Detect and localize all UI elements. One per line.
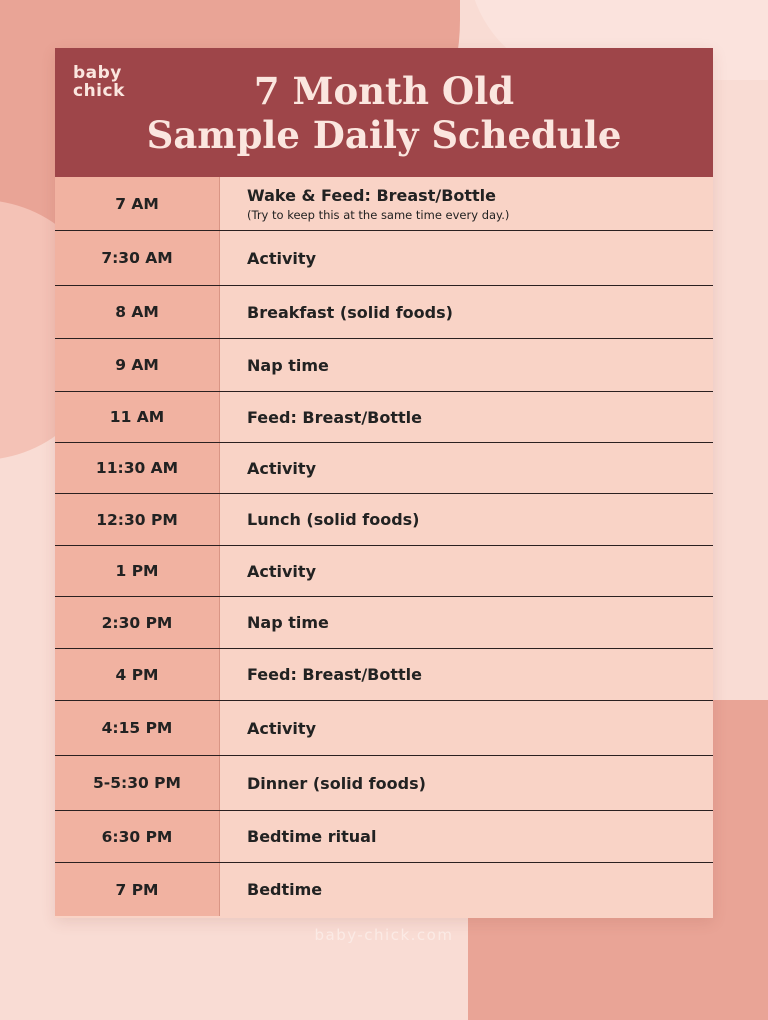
footer-url[interactable]: baby-chick.com bbox=[314, 926, 454, 944]
schedule-activity: Feed: Breast/Bottle bbox=[247, 665, 422, 684]
schedule-activity: Activity bbox=[247, 248, 316, 268]
schedule-note: (Try to keep this at the same time every day.) bbox=[247, 207, 510, 222]
schedule-activity-cell bbox=[220, 649, 713, 700]
schedule-activity: Nap time bbox=[247, 613, 329, 632]
schedule-time: 1 PM bbox=[55, 546, 220, 596]
schedule-time: 6:30 PM bbox=[55, 811, 220, 862]
schedule-card bbox=[55, 48, 713, 918]
schedule-header bbox=[55, 48, 713, 177]
schedule-activity: Wake & Feed: Breast/Bottle bbox=[247, 185, 497, 205]
schedule-row bbox=[55, 649, 713, 701]
schedule-activity-cell bbox=[220, 546, 713, 596]
logo-line-2: chick bbox=[73, 81, 125, 101]
page-title-line-1: 7 Month Old bbox=[253, 69, 515, 113]
schedule-activity-cell bbox=[220, 177, 713, 230]
schedule-activity-cell bbox=[220, 443, 713, 493]
schedule-activity: Bedtime bbox=[247, 880, 323, 899]
schedule-time: 11 AM bbox=[55, 392, 220, 442]
schedule-activity-cell bbox=[220, 494, 713, 545]
schedule-activity: Activity bbox=[247, 561, 316, 581]
schedule-activity-cell bbox=[220, 756, 713, 810]
schedule-activity-cell bbox=[220, 231, 713, 285]
schedule-row bbox=[55, 392, 713, 443]
schedule-row bbox=[55, 701, 713, 756]
schedule-activity: Breakfast (solid foods) bbox=[247, 302, 453, 322]
schedule-time: 7 AM bbox=[55, 177, 220, 230]
schedule-row bbox=[55, 546, 713, 597]
schedule-activity: Activity bbox=[247, 458, 316, 478]
schedule-time: 5-5:30 PM bbox=[55, 756, 220, 810]
schedule-row bbox=[55, 494, 713, 546]
schedule-activity-cell bbox=[220, 339, 713, 391]
schedule-time: 8 AM bbox=[55, 286, 220, 338]
schedule-time: 4 PM bbox=[55, 649, 220, 700]
schedule-time: 2:30 PM bbox=[55, 597, 220, 648]
schedule-activity-cell bbox=[220, 811, 713, 862]
baby-chick-logo[interactable] bbox=[73, 64, 125, 100]
schedule-activity-cell bbox=[220, 597, 713, 648]
schedule-row bbox=[55, 443, 713, 494]
schedule-row bbox=[55, 597, 713, 649]
schedule-activity-cell bbox=[220, 286, 713, 338]
schedule-row bbox=[55, 177, 713, 231]
schedule-row bbox=[55, 286, 713, 339]
schedule-time: 4:15 PM bbox=[55, 701, 220, 755]
schedule-time: 7 PM bbox=[55, 863, 220, 916]
schedule-table bbox=[55, 177, 713, 916]
schedule-time: 9 AM bbox=[55, 339, 220, 391]
schedule-row bbox=[55, 811, 713, 863]
schedule-activity-cell bbox=[220, 701, 713, 755]
schedule-row bbox=[55, 756, 713, 811]
schedule-time: 7:30 AM bbox=[55, 231, 220, 285]
schedule-activity-cell bbox=[220, 392, 713, 442]
schedule-activity: Dinner (solid foods) bbox=[247, 773, 426, 793]
page-title-line-2: Sample Daily Schedule bbox=[146, 113, 622, 157]
logo-line-1: baby bbox=[73, 63, 122, 83]
schedule-activity: Activity bbox=[247, 718, 316, 738]
schedule-time: 12:30 PM bbox=[55, 494, 220, 545]
schedule-activity: Nap time bbox=[247, 355, 329, 375]
schedule-row bbox=[55, 863, 713, 916]
schedule-time: 11:30 AM bbox=[55, 443, 220, 493]
schedule-activity: Lunch (solid foods) bbox=[247, 510, 420, 529]
schedule-row bbox=[55, 231, 713, 286]
schedule-activity: Feed: Breast/Bottle bbox=[247, 407, 422, 427]
schedule-row bbox=[55, 339, 713, 392]
schedule-activity: Bedtime ritual bbox=[247, 827, 377, 846]
schedule-activity-cell bbox=[220, 863, 713, 916]
